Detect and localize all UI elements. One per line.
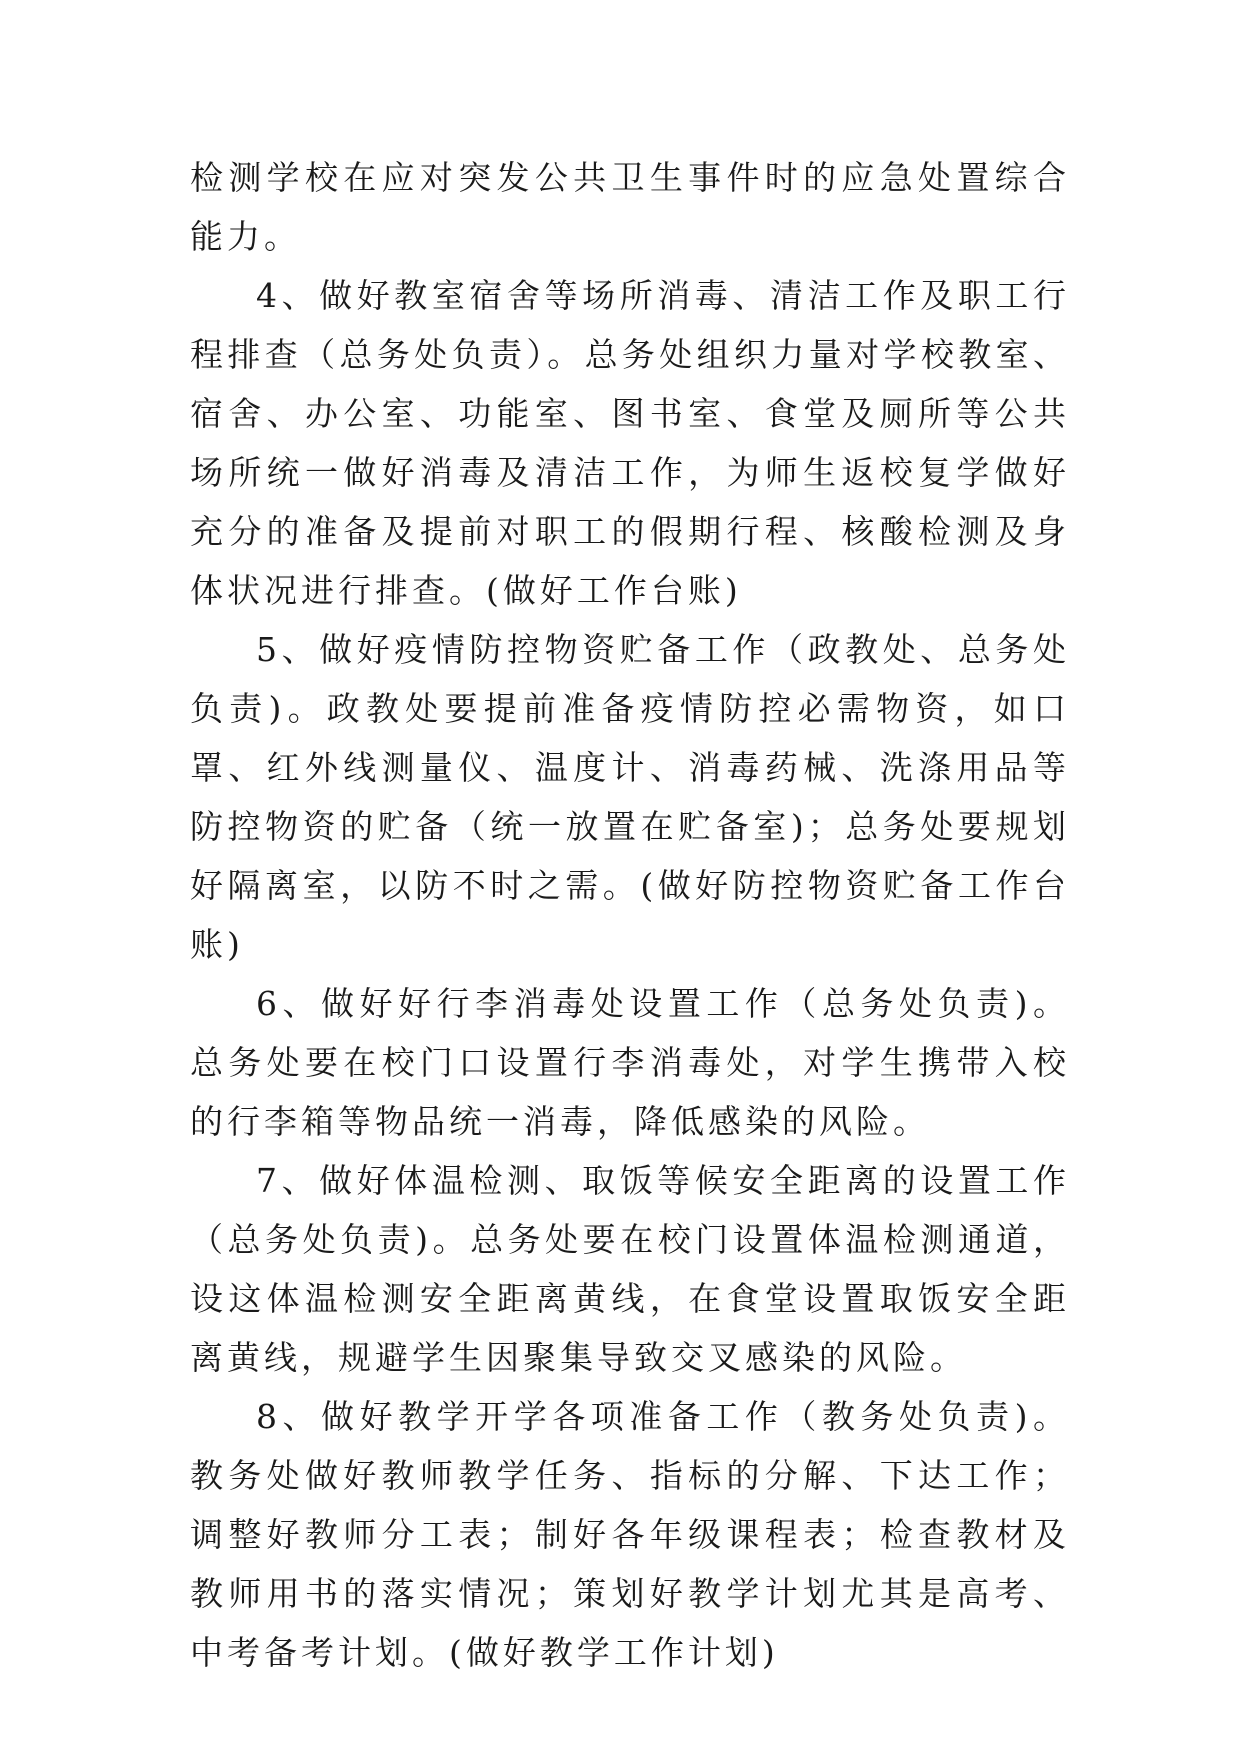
paragraph-item-5: 5、做好疫情防控物资贮备工作（政教处、总务处负责)。政教处要提前准备疫情防控必需物资，如口罩、红外线测量仪、温度计、消毒药械、洗涤用品等防控物资的贮备（统一放置在贮备室)；总务处要规划好隔离室，以防不时之需。(做好防控物资贮备工作台账) — [190, 630, 1070, 964]
paragraph-item-7: 7、做好体温检测、取饭等候安全距离的设置工作（总务处负责)。总务处要在校门设置体温检测通道，设这体温检测安全距离黄线，在食堂设置取饭安全距离黄线，规避学生因聚集导致交叉感染的风险。 — [190, 1161, 1070, 1377]
paragraph-continuation: 检测学校在应对突发公共卫生事件时的应急处置综合能力。 — [190, 158, 1070, 256]
paragraph-item-6: 6、做好好行李消毒处设置工作（总务处负责)。总务处要在校门口设置行李消毒处，对学生携带入校的行李箱等物品统一消毒，降低感染的风险。 — [190, 984, 1070, 1141]
paragraph-item-8: 8、做好教学开学各项准备工作（教务处负责)。教务处做好教师教学任务、指标的分解、下达工作；调整好教师分工表；制好各年级课程表；检查教材及教师用书的落实情况；策划好教学计划尤其是高考、中考备考计划。(做好教学工作计划) — [190, 1397, 1070, 1672]
paragraph-item-4: 4、做好教室宿舍等场所消毒、清洁工作及职工行程排查（总务处负责）。总务处组织力量对学校教室、宿舍、办公室、功能室、图书室、食堂及厕所等公共场所统一做好消毒及清洁工作，为师生返校复学做好充分的准备及提前对职工的假期行程、核酸检测及身体状况进行排查。(做好工作台账) — [190, 276, 1070, 610]
document-body — [190, 148, 1070, 1682]
